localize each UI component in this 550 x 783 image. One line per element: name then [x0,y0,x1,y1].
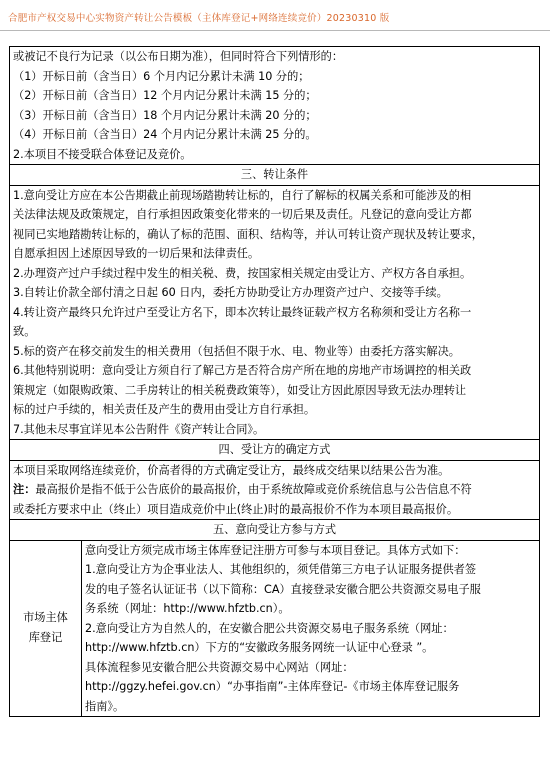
table-row [10,440,540,461]
text-line: 务系统（网址：http://www.hfztb.cn）。 [85,602,290,615]
text-line: 2.意向受让方为自然人的，在安徽合肥公共资源交易电子服务系统（网址： [85,621,454,635]
label-line: 市场主体 [23,611,68,625]
text-line: 自愿承担因上述原因导致的一切后果和法律责任。 [13,247,260,260]
text-line: 6.其他特别说明：意向受让方须自行了解己方是否符合房产所在地的房地产市场调控的相关政 [13,364,472,377]
buyer-determination-cell [10,460,540,520]
eligibility-cell [10,47,540,165]
text-line: http://www.hfztb.cn）下方的“安徽政务服务网统一认证中心登录 ”。 [85,641,434,654]
text-line: 本项目采取网络连续竞价，价高者得的方式确定受让方，最终成交结果以结果公告为准。 [13,463,450,477]
text-line: （3）开标日前（含当日）18 个月内记分累计未满 20 分的； [13,108,317,122]
note-label: 注： [13,483,36,496]
section-title-buyer-determination: 四、受让方的确定方式 [10,440,540,461]
text-line: 致。 [13,325,36,338]
text-line: http://ggzy.hefei.gov.cn）“办事指南”-主体库登记-《市场主体库登记服务 [85,680,460,693]
text-line: 3.自转让价款全部付清之日起 60 日内，委托方协助受让方办理资产过户、交接等手续。 [13,286,448,299]
page-header [0,0,550,31]
text-line: （4）开标日前（含当日）24 个月内记分累计未满 25 分的。 [13,128,317,141]
label-line: 库登记 [28,631,63,645]
section-title-transfer-conditions: 三、转让条件 [10,165,540,186]
text-line: 2.本项目不接受联合体登记及竞价。 [13,147,192,161]
text-line: 2.办理资产过户手续过程中发生的相关税、费，按国家相关规定由受让方、产权方各自承担。 [13,266,472,280]
table-row [10,185,540,440]
text-line: 发的电子签名认证证书（以下简称：CA）直接登录安徽合肥公共资源交易电子服 [85,582,481,596]
text-line: 具体流程参见安徽合肥公共资源交易中心网站（网址： [85,660,354,674]
table-row [10,520,540,541]
text-line: 或委托方要求中止（终止）项目造成竞价中止(终止)时的最高报价不作为本项目最高报价。 [13,502,459,516]
text-line: 4.转让资产最终只允许过户至受让方名下，即本次转让最终证载产权方名称须和受让方名称一 [13,305,472,319]
table-row [10,460,540,520]
text-line: 意向受让方须完成市场主体库登记注册方可参与本项目登记。具体方式如下： [85,543,466,557]
text-line: 指南》。 [85,699,125,713]
registration-label-cell [10,540,82,717]
table-row [10,165,540,186]
text-line: 标的过户手续的，相关责任及产生的费用由受让方自行承担。 [13,403,316,416]
header-title: 合肥市产权交易中心实物资产转让公告模板（主体库登记+网络连续竞价）20230310 版 [8,13,390,24]
text-line: 7.其他未尽事宜详见本公告附件《资产转让合同》。 [13,422,265,436]
text-line: 1.意向受让方为企事业法人、其他组织的，须凭借第三方电子认证服务提供者签 [85,563,477,576]
note-text: 最高报价是指不低于公告底价的最高报价，由于系统故障或竞价系统信息与公告信息不符 [35,483,472,496]
registration-content-cell [82,540,540,717]
text-line: 5.标的资产在移交前发生的相关费用（包括但不限于水、电、物业等）由委托方落实解决。 [13,344,460,358]
text-line: 关法律法规及政策规定，自行承担因政策变化带来的一切后果及责任。凡登记的意向受让方都 [13,208,472,221]
text-line: 视同已实地踏勘转让标的，确认了标的范围、面积、结构等，并认可转让资产现状及转让要求， [13,227,483,241]
announcement-table [9,46,540,717]
section-title-participation: 五、意向受让方参与方式 [10,520,540,541]
text-line: 或被记不良行为记录（以公布日期为准），但同时符合下列情形的： [13,50,344,63]
text-line [13,480,536,500]
table-row [10,540,540,717]
text-line: （1）开标日前（含当日）6 个月内记分累计未满 10 分的； [13,69,310,83]
text-line: 策规定（如限购政策、二手房转让的相关税费政策等），如受让方因此原因导致无法办理转让 [13,383,467,397]
transfer-conditions-cell [10,185,540,440]
table-row [10,47,540,165]
text-line: （2）开标日前（含当日）12 个月内记分累计未满 15 分的； [13,89,317,102]
text-line: 1.意向受让方应在本公告期截止前现场踏勘转让标的，自行了解标的权属关系和可能涉及的相 [13,188,472,202]
